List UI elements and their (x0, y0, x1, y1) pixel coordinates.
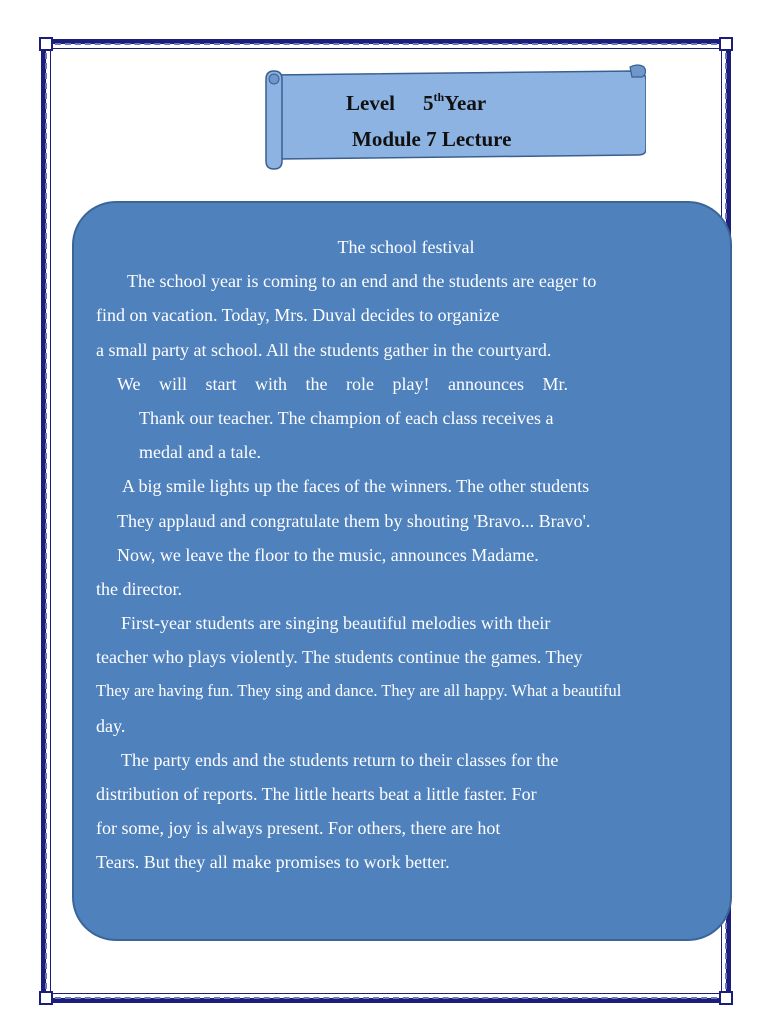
border-corner-bottom-left (39, 991, 53, 1005)
story-line: distribution of reports. The little hearts beat a little faster. For (96, 784, 537, 804)
story-text (96, 230, 716, 880)
story-line: teacher who plays violently. The students continue the games. They (96, 647, 583, 668)
border-corner-top-right (719, 37, 733, 51)
year-label: Year (444, 91, 487, 115)
module-title: Module 7 Lecture (352, 127, 512, 151)
story-title: The school festival (337, 237, 475, 257)
level-heading (346, 90, 486, 116)
border-corner-top-left (39, 37, 53, 51)
story-line: medal and a tale. (139, 442, 261, 463)
story-line: The party ends and the students return to their classes for the (121, 749, 559, 770)
story-line: We will start with the role play! announces Mr. (117, 373, 568, 394)
year-suffix: th (433, 90, 445, 104)
story-line: for some, joy is always present. For others, there are hot (96, 818, 501, 839)
story-line: a small party at school. All the students gather in the courtyard. (96, 339, 552, 360)
story-line: find on vacation. Today, Mrs. Duval decides to organize (96, 305, 500, 326)
level-label: Level (346, 91, 395, 115)
story-line: day. (96, 715, 126, 736)
story-line: First-year students are singing beautiful melodies with their (121, 613, 551, 634)
story-line: They are having fun. They sing and dance. They are all happy. What a beautiful (96, 681, 622, 701)
story-line: A big smile lights up the faces of the winners. The other students (122, 476, 590, 497)
border-corner-bottom-right (719, 991, 733, 1005)
story-line: Tears. But they all make promises to work better. (96, 852, 450, 873)
year-number: 5 (422, 91, 434, 115)
title-scroll-banner (264, 63, 646, 171)
story-line: Now, we leave the floor to the music, announces Madame. (117, 544, 539, 565)
story-line: They applaud and congratulate them by shouting 'Bravo... Bravo'. (117, 510, 591, 531)
story-line: the director. (96, 578, 182, 599)
story-line: The school year is coming to an end and the students are eager to (127, 271, 597, 292)
story-line: Thank our teacher. The champion of each class receives a (139, 407, 554, 428)
